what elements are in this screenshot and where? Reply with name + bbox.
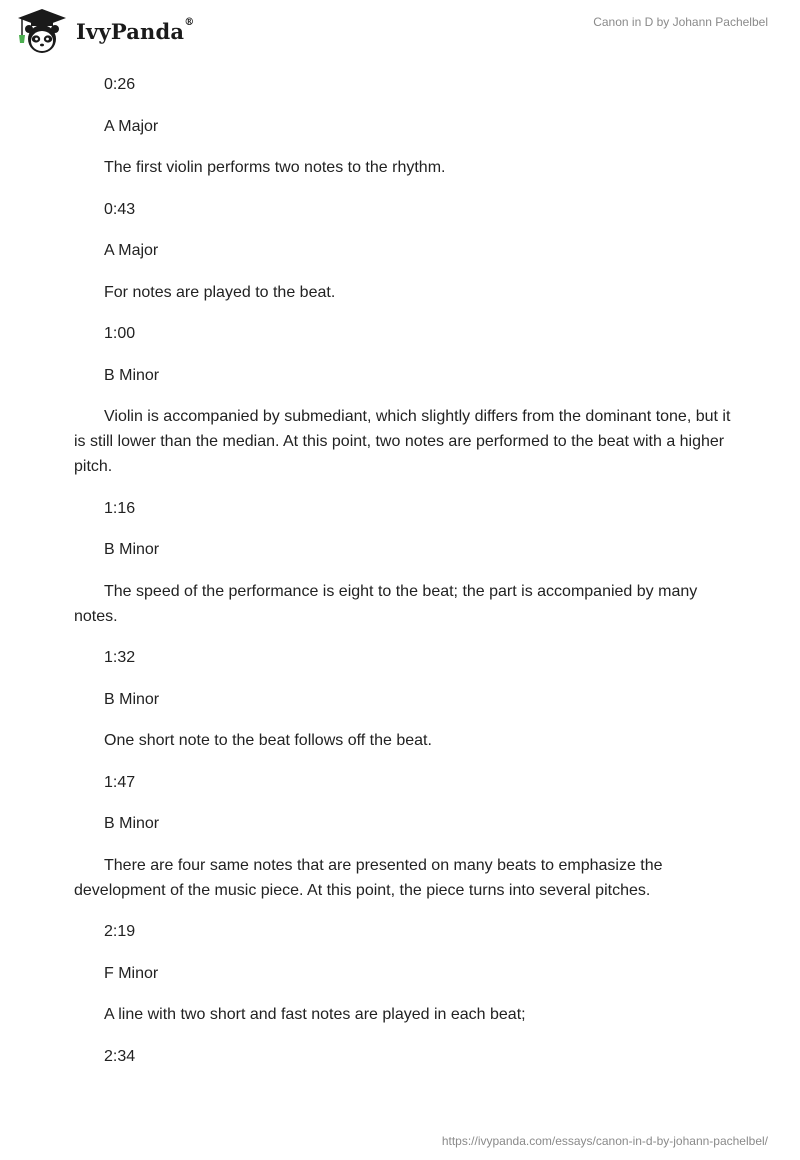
paragraph: There are four same notes that are presented on many beats to emphasize the development of the music piece. At this point, the piece turns into several pitches. [74,856,663,899]
paragraph: A Major [104,242,159,259]
paragraph: F Minor [104,964,159,982]
document-body [74,72,734,1085]
paragraph: The first violin performs two notes to the rhythm. [104,159,446,176]
paragraph: A line with two short and fast notes are played in each beat; [104,1006,526,1023]
paragraph: 2:34 [104,1047,136,1065]
brand-logo[interactable] [14,6,194,56]
paragraph: B Minor [104,366,160,384]
source-url[interactable]: https://ivypanda.com/essays/canon-in-d-by-johann-pachelbel/ [441,1134,768,1148]
paragraph: The speed of the performance is eight to the beat; the part is accompanied by many notes. [74,582,698,625]
paragraph: Violin is accompanied by submediant, which slightly differs from the dominant tone, but it is still lower than the median. At this point, two notes are performed to the beat with a higher pitch. [74,408,731,475]
paragraph: B Minor [104,690,160,708]
paragraph: B Minor [104,541,160,558]
paragraph: A Major [104,117,159,135]
document-title: Canon in D by Johann Pachelbel [593,15,768,29]
brand-name [76,16,195,44]
paragraph: 1:16 [104,499,136,517]
paragraph: 2:19 [104,923,136,940]
paragraph: One short note to the beat follows off the beat. [104,732,432,749]
paragraph: For notes are played to the beat. [104,283,336,301]
paragraph: 1:00 [104,325,136,342]
panda-graduate-icon [14,7,70,55]
paragraph: 1:47 [104,773,136,791]
brand-name-text: IvyPanda [76,18,185,44]
paragraph: 1:32 [104,649,136,666]
page-header [0,0,800,60]
paragraph: 0:43 [104,200,136,218]
registered-mark: ® [184,16,195,28]
paragraph: B Minor [104,815,160,832]
paragraph: 0:26 [104,76,136,93]
